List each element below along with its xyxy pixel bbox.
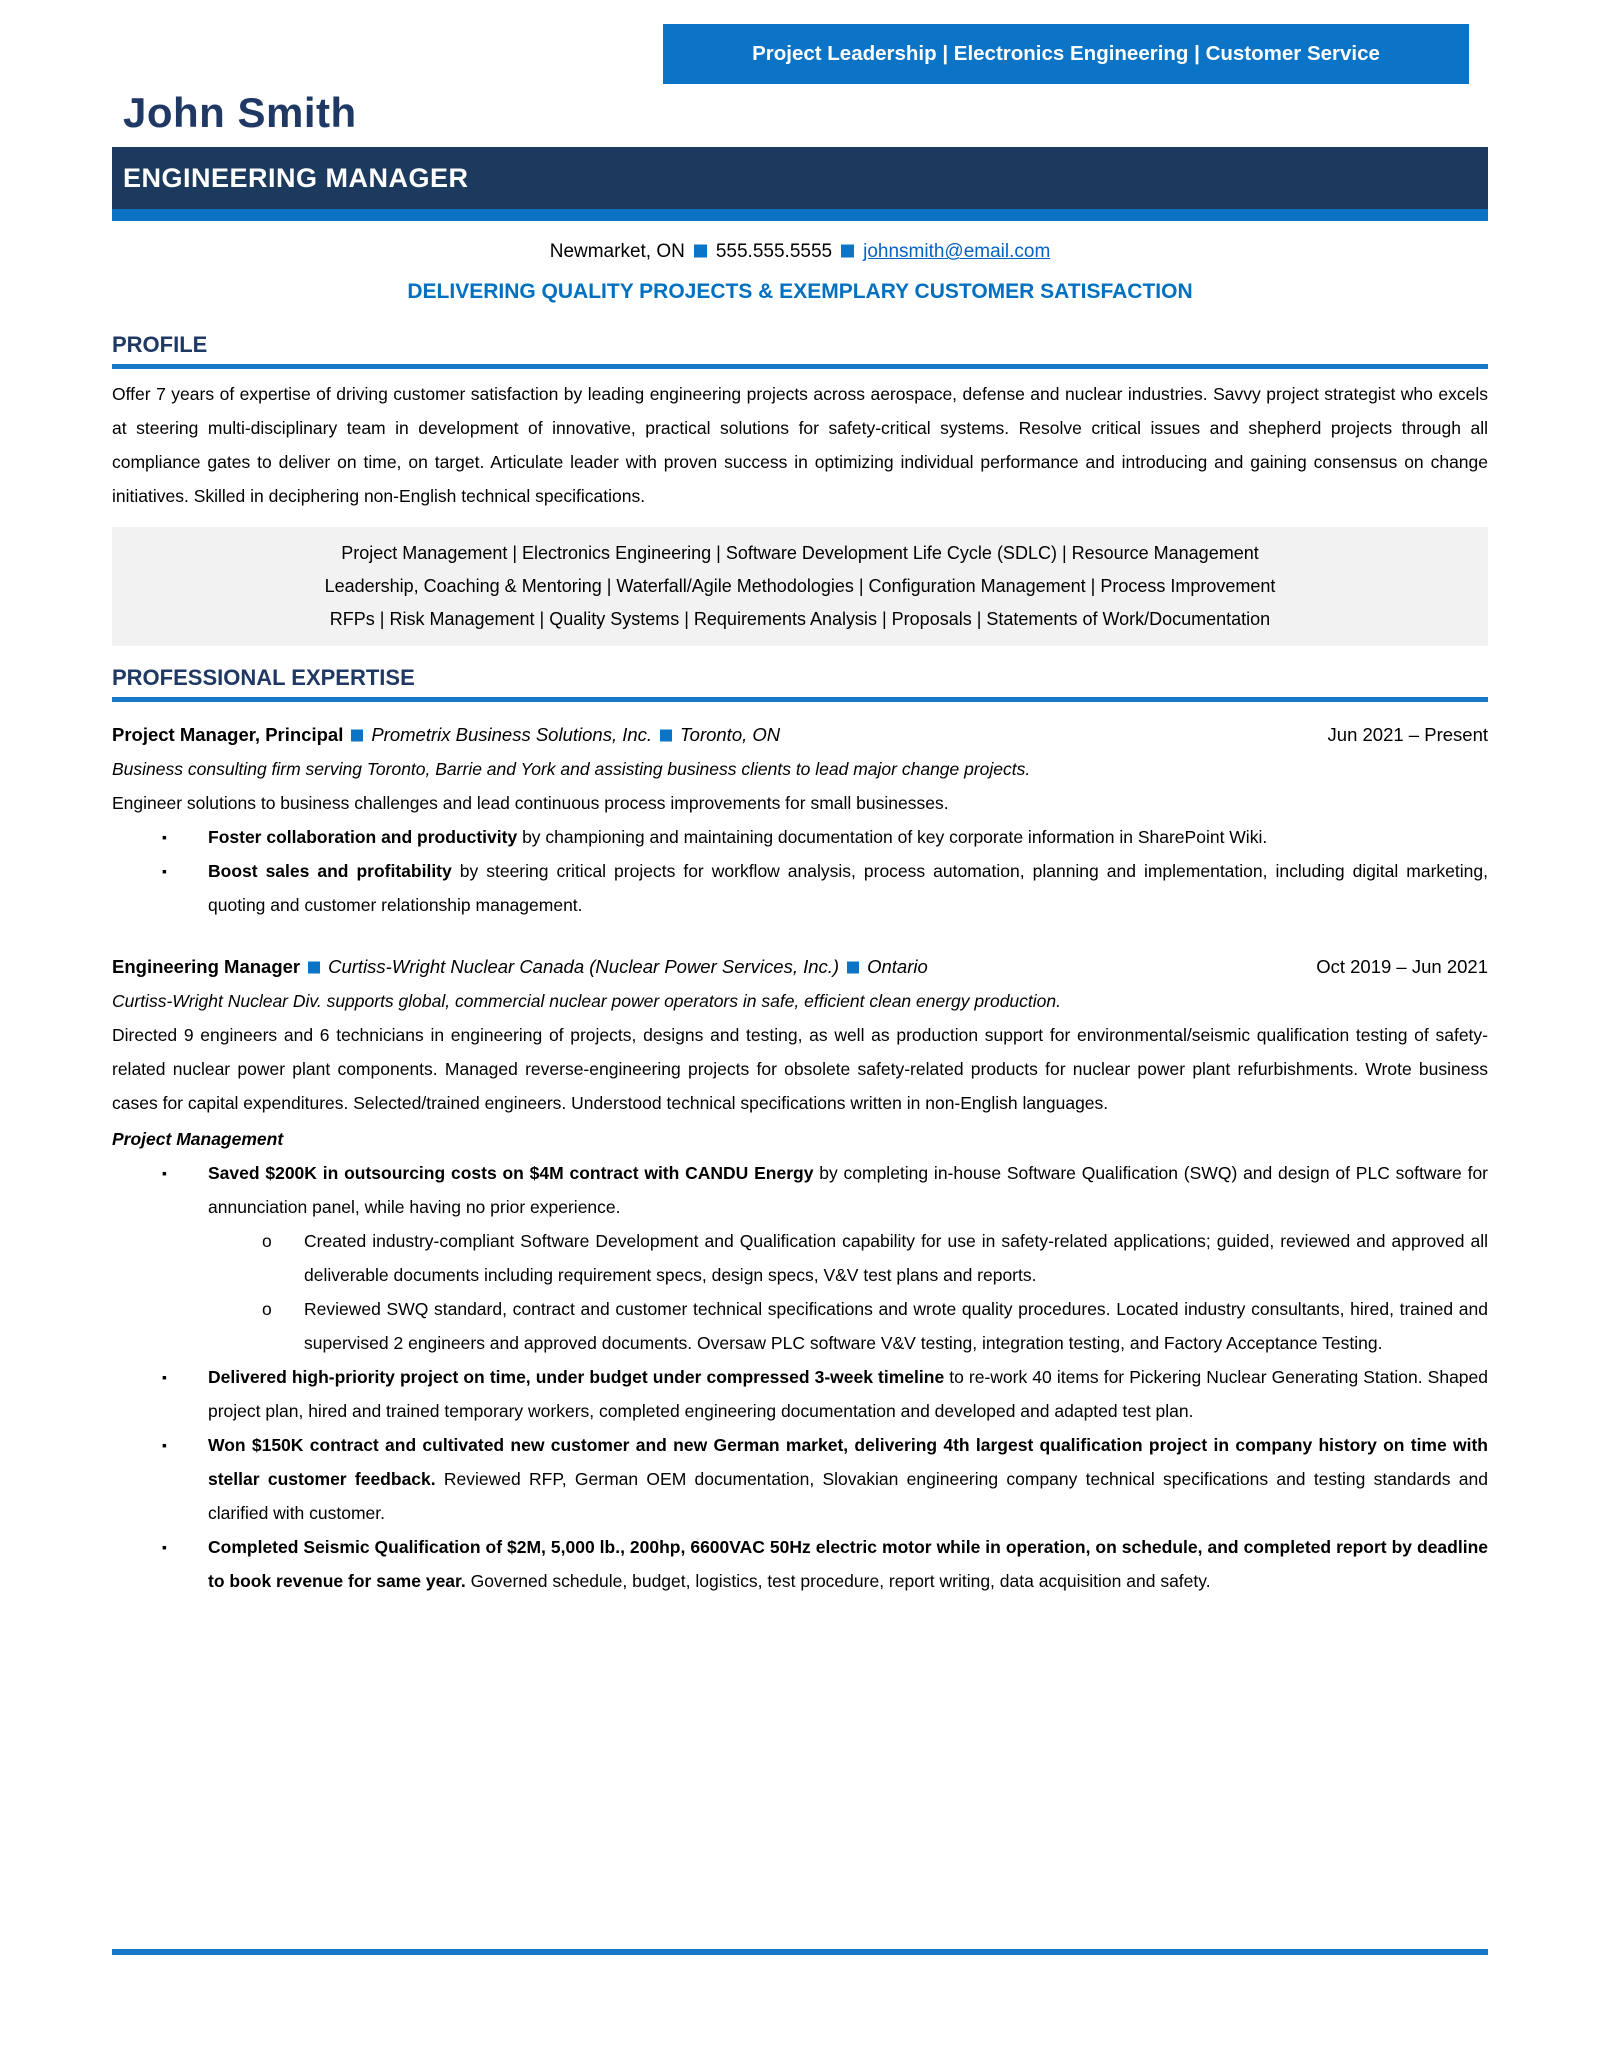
specialties-banner bbox=[663, 24, 1469, 84]
skills-box bbox=[112, 527, 1488, 646]
blue-square-icon bbox=[660, 730, 672, 742]
skills-line: Leadership, Coaching & Mentoring | Waterfall/Agile Methodologies | Configuration Management | Process Improvement bbox=[324, 576, 1276, 597]
bullet-rest: by steering critical projects for workflow analysis, process automation, planning and implementation, including digital marketing, quoting and customer relationship management. bbox=[208, 861, 1488, 916]
contact-phone: 555.555.5555 bbox=[715, 241, 833, 263]
job-summary: Directed 9 engineers and 6 technicians in engineering of projects, designs and testing, as well as production support for environmental/seismic qualification testing of safety-related nuclear power plant components. Managed reverse-engineering projects for obsolete safety-related products for nuclear power plant refurbishments. Wrote business cases for capital expenditures. Selected/trained engineers. Understood technical specifications written in non-English languages. bbox=[112, 1025, 1488, 1114]
bullet-item bbox=[162, 1360, 1488, 1428]
bullet-text bbox=[208, 1156, 1488, 1224]
blue-square-icon bbox=[351, 730, 363, 742]
bullet-rest: by championing and maintaining documentation of key corporate information in SharePoint Wiki. bbox=[517, 827, 1268, 848]
circle-bullet-icon: o bbox=[262, 1299, 272, 1320]
job-dates: Oct 2019 – Jun 2021 bbox=[1316, 956, 1488, 978]
square-bullet-icon: ▪ bbox=[162, 1369, 167, 1386]
bullet-item bbox=[162, 1156, 1488, 1224]
bullet-rest: by completing in-house Software Qualification (SWQ) and design of PLC software for annunciation panel, while having no prior experience. bbox=[208, 1163, 1489, 1218]
square-bullet-icon: ▪ bbox=[162, 1437, 167, 1454]
bullet-item bbox=[162, 1530, 1488, 1598]
blue-square-icon bbox=[847, 962, 859, 974]
job-heading bbox=[112, 950, 1488, 984]
bullet-bold-lead: Won $150K contract and cultivated new customer and new German market, delivering 4th largest qualification project in company history on time with stellar customer feedback. bbox=[208, 1435, 1488, 1490]
bullet-rest: Reviewed RFP, German OEM documentation, Slovakian engineering company technical specifications and testing standards and clarified with customer. bbox=[208, 1469, 1488, 1524]
experience-heading: PROFESSIONAL EXPERTISE bbox=[112, 665, 415, 691]
job-subheading: Project Management bbox=[112, 1129, 284, 1150]
firm-description: Business consulting firm serving Toronto, Barrie and York and assisting business clients to lead major change projects. bbox=[112, 759, 1031, 780]
role-title: ENGINEERING MANAGER bbox=[123, 162, 469, 193]
contact-line bbox=[112, 235, 1488, 269]
square-bullet-icon: ▪ bbox=[162, 863, 167, 880]
job-heading bbox=[112, 718, 1488, 752]
contact-location: Newmarket, ON bbox=[549, 241, 685, 263]
job-entry bbox=[112, 718, 1488, 922]
firm-description: Curtiss-Wright Nuclear Div. supports global, commercial nuclear power operators in safe, efficient clean energy production. bbox=[112, 991, 1061, 1012]
profile-body: Offer 7 years of expertise of driving customer satisfaction by leading engineering projects across aerospace, defense and nuclear industries. Savvy project strategist who excels at steering multi-disciplinary team in development of innovative, practical solutions for safety-critical systems. Resolve critical issues and shepherd projects through all compliance gates to deliver on time, on target. Articulate leader with proven success in optimizing individual performance and introducing and gaining consensus on change initiatives. Skilled in deciphering non-English technical specifications. bbox=[112, 384, 1488, 507]
blue-square-icon bbox=[694, 245, 707, 258]
sub-bullet-item bbox=[262, 1292, 1488, 1360]
bullet-bold-lead: Boost sales and profitability bbox=[208, 861, 452, 882]
bullet-text bbox=[208, 1530, 1488, 1598]
bullet-rest: to re-work 40 items for Pickering Nuclear Generating Station. Shaped project plan, hired and trained temporary workers, completed engineering documentation and developed and adapted test plan. bbox=[208, 1367, 1488, 1422]
square-bullet-icon: ▪ bbox=[162, 1539, 167, 1556]
bullet-item bbox=[162, 854, 1488, 922]
role-banner bbox=[112, 147, 1488, 209]
job-company: Curtiss-Wright Nuclear Canada (Nuclear Power Services, Inc.) bbox=[328, 956, 840, 978]
square-bullet-icon: ▪ bbox=[162, 829, 167, 846]
section-rule bbox=[112, 364, 1488, 369]
header bbox=[112, 0, 1488, 221]
job-entry bbox=[112, 950, 1488, 1598]
tagline: DELIVERING QUALITY PROJECTS & EXEMPLARY CUSTOMER SATISFACTION bbox=[407, 280, 1193, 304]
footer-rule bbox=[112, 1949, 1488, 1955]
job-location: Ontario bbox=[867, 956, 928, 978]
specialties-text: Project Leadership | Electronics Engineering | Customer Service bbox=[752, 42, 1380, 65]
job-title: Engineering Manager bbox=[112, 956, 301, 978]
circle-bullet-icon: o bbox=[262, 1231, 272, 1252]
contact-email-link[interactable]: johnsmith@email.com bbox=[863, 241, 1051, 263]
sub-bullet-item bbox=[262, 1224, 1488, 1292]
candidate-name: John Smith bbox=[123, 89, 357, 136]
skills-line: RFPs | Risk Management | Quality Systems | Requirements Analysis | Proposals | Statements of Work/Documentation bbox=[329, 609, 1271, 630]
accent-strip bbox=[112, 209, 1488, 221]
bullet-text bbox=[208, 820, 1488, 854]
bullet-rest: Governed schedule, budget, logistics, test procedure, report writing, data acquisition and safety. bbox=[465, 1571, 1211, 1592]
bullet-text bbox=[208, 1428, 1488, 1530]
sub-bullet-text: Created industry-compliant Software Development and Qualification capability for use in safety-related applications; guided, reviewed and approved all deliverable documents including requirement specs, design specs, V&V test plans and reports. bbox=[304, 1231, 1488, 1286]
blue-square-icon bbox=[308, 962, 320, 974]
job-dates: Jun 2021 – Present bbox=[1327, 724, 1488, 746]
blue-square-icon bbox=[841, 245, 854, 258]
profile-heading: PROFILE bbox=[112, 332, 208, 358]
job-company: Prometrix Business Solutions, Inc. bbox=[371, 724, 653, 746]
job-summary: Engineer solutions to business challenges and lead continuous process improvements for small businesses. bbox=[112, 793, 949, 814]
bullet-bold-lead: Completed Seismic Qualification of $2M, 5,000 lb., 200hp, 6600VAC 50Hz electric motor while in operation, on schedule, and completed report by deadline to book revenue for same year. bbox=[208, 1537, 1488, 1592]
experience-section bbox=[112, 664, 1488, 1598]
job-location: Toronto, ON bbox=[680, 724, 781, 746]
bullet-text bbox=[208, 1360, 1488, 1428]
bullet-bold-lead: Saved $200K in outsourcing costs on $4M contract with CANDU Energy bbox=[208, 1163, 814, 1184]
bullet-text bbox=[208, 854, 1488, 922]
sub-bullet-text: Reviewed SWQ standard, contract and customer technical specifications and wrote quality procedures. Located industry consultants, hired, trained and supervised 2 engineers and approved documents. Oversaw PLC software V&V testing, integration testing, and Factory Acceptance Testing. bbox=[304, 1299, 1488, 1354]
bullet-bold-lead: Foster collaboration and productivity bbox=[208, 827, 518, 848]
skills-line: Project Management | Electronics Engineering | Software Development Life Cycle (SDLC) | Resource Management bbox=[341, 543, 1259, 564]
profile-section bbox=[112, 331, 1488, 513]
square-bullet-icon: ▪ bbox=[162, 1165, 167, 1182]
bullet-bold-lead: Delivered high-priority project on time, under budget under compressed 3-week timeline bbox=[208, 1367, 945, 1388]
bullet-item bbox=[162, 820, 1488, 854]
section-rule bbox=[112, 697, 1488, 702]
job-title: Project Manager, Principal bbox=[112, 724, 344, 746]
bullet-item bbox=[162, 1428, 1488, 1530]
